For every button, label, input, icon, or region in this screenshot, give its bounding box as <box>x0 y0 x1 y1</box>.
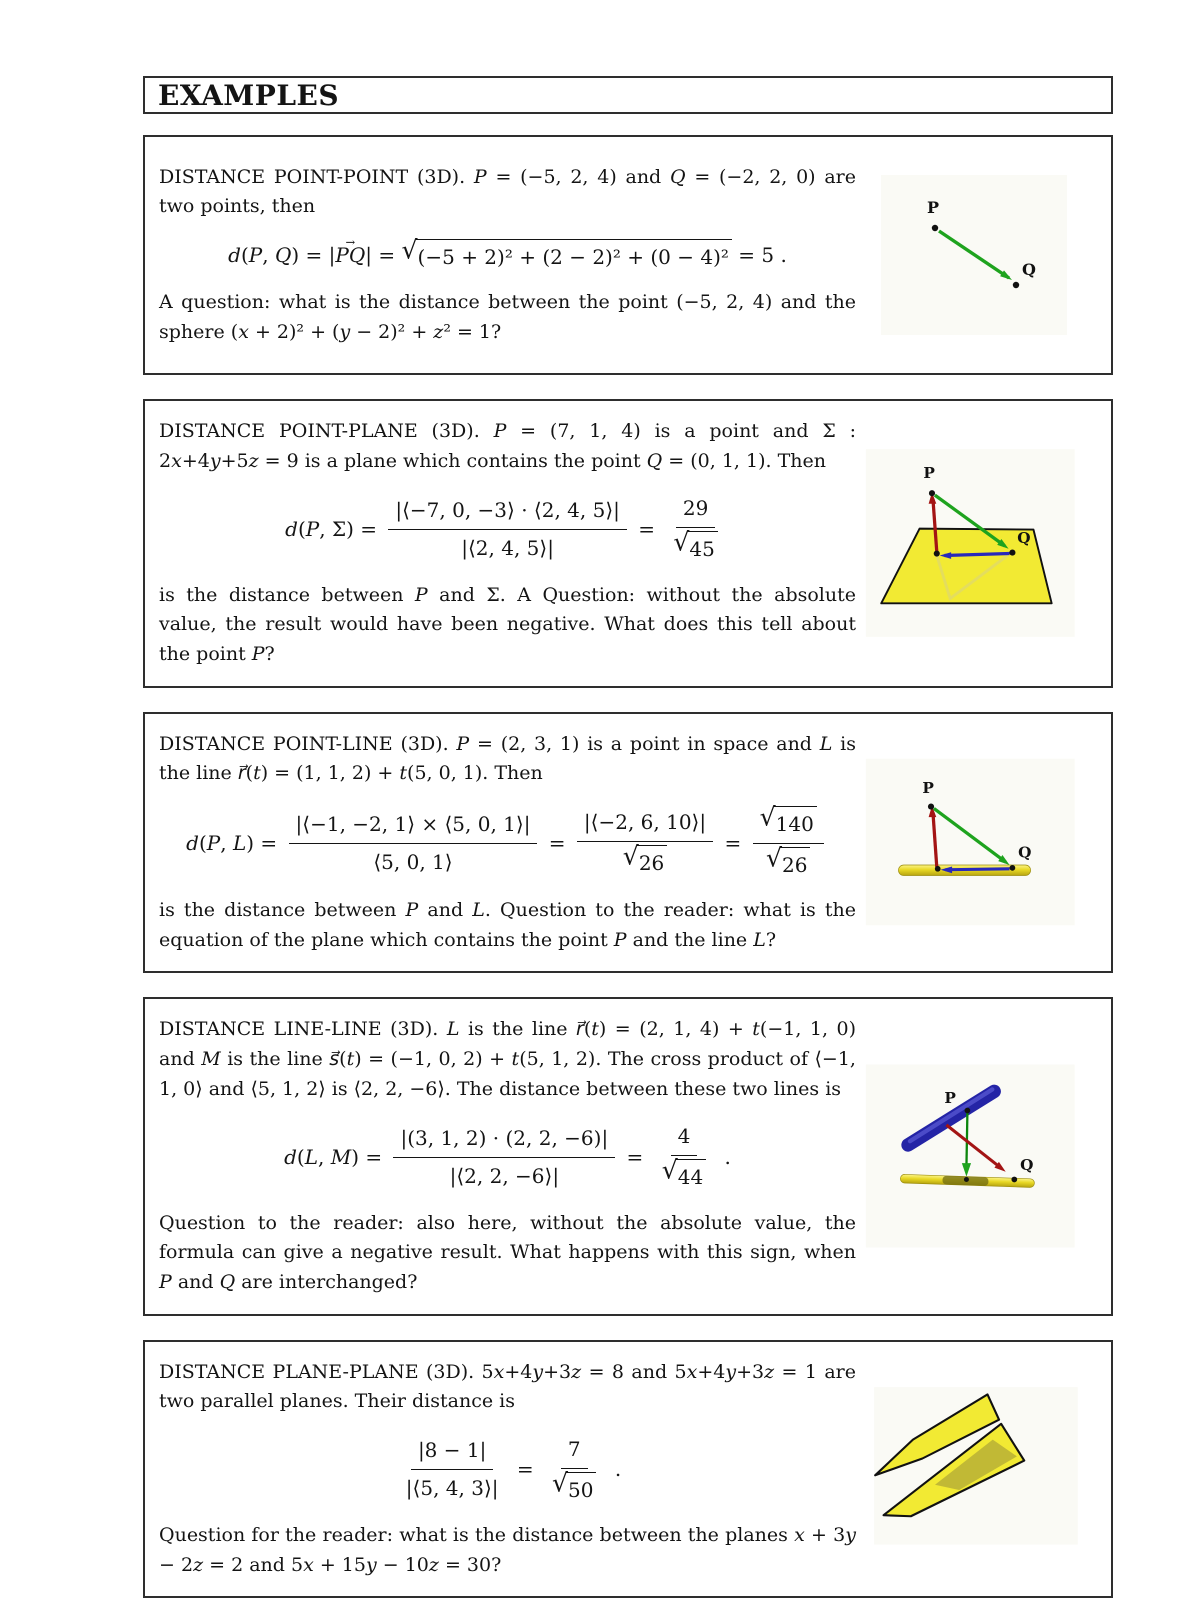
foot-point-dot <box>934 551 940 557</box>
outro-paragraph: Question to the reader: also here, without the absolute value, the formula can give a negative result. What happens with this sign, when P and Q are interchanged? <box>159 1211 856 1293</box>
intro-paragraph: DISTANCE POINT-LINE (3D). P = (2, 3, 1) is a point in space and L is the line r⃗(t) = (1, 1, 2) + t(5, 0, 1). Then <box>159 732 856 785</box>
example-text-plane-plane <box>159 1358 856 1581</box>
example-box-point-line <box>143 712 1113 974</box>
example-box-point-plane <box>143 399 1113 688</box>
display-equation: d(P, L) = $\frac{|⟨-1, -2, 1⟩ \times ⟨5, 0, 1⟩|}{⟨5, 0, 1⟩}$ = |⟨−2, 6, 10⟩| √ 26 = √ 140 √ 26 <box>159 806 856 881</box>
intro-paragraph: DISTANCE LINE-LINE (3D). L is the line r⃗(t) = (2, 1, 4) + t(−1, 1, 0) and M is the line s⃗(t) = (−1, 0, 2) + t(5, 1, 2). The cross product of ⟨−1, 1, 0⟩ and ⟨5, 1, 2⟩ is ⟨2, 2, −6⟩. The distance between these two lines is <box>159 1018 856 1100</box>
point-p-dot <box>929 490 935 496</box>
point-q-dot <box>1011 1177 1017 1183</box>
example-box-point-point <box>143 135 1113 375</box>
figure-line-line <box>856 1061 1097 1251</box>
point-line-diagram <box>864 756 1089 928</box>
display-equation: d(L, M) = $\frac{|(3, 1, 2) \cdot (2, 2, -6)|}{|⟨2, 2, -6⟩|}$ = 4 √ 44 . <box>159 1121 856 1193</box>
point-p-dot <box>965 1108 971 1114</box>
intro-paragraph: DISTANCE POINT-PLANE (3D). P = (7, 1, 4) is a point and Σ : 2x+4y+5z = 9 is a plane which contains the point Q = (0, 1, 1). Then <box>159 420 856 472</box>
display-equation: d(P, Σ) = $\frac{|⟨-7, 0, -3⟩ \cdot ⟨2, 4, 5⟩|}{|⟨2, 4, 5⟩|}$ = 29 √ 45 <box>159 493 856 565</box>
intro-paragraph: DISTANCE POINT-POINT (3D). P = (−5, 2, 4) and Q = (−2, 2, 0) are two points, then <box>159 165 857 218</box>
point-q-label: Q <box>1018 843 1032 862</box>
point-q-dot <box>1013 281 1019 287</box>
figure-background <box>866 1065 1075 1248</box>
point-p-dot <box>928 804 934 810</box>
point-p-label: P <box>922 779 934 798</box>
display-equation: d(P, Q) = | PQ → | = √ (−5 + 2)² + (2 − 2)² + (0 − 4)² = 5 . <box>159 239 856 273</box>
page-title: EXAMPLES <box>158 78 340 112</box>
figure-plane-plane <box>856 1385 1097 1553</box>
point-p-dot <box>932 224 938 230</box>
outro-paragraph: is the distance between P and L. Question to the reader: what is the equation of the plane which contains the point P and the line L? <box>159 899 856 951</box>
figure-point-line <box>856 756 1097 928</box>
point-p-label: P <box>944 1089 956 1108</box>
document-content <box>143 76 1113 1622</box>
foot-point-dot <box>935 866 941 872</box>
example-text-point-point <box>159 163 856 348</box>
example-text-line-line <box>159 1015 856 1297</box>
figure-point-plane <box>856 444 1097 642</box>
outro-paragraph: Question for the reader: what is the distance between the planes x + 3y − 2z = 2 and 5x + 15y − 10z = 30? <box>159 1524 856 1576</box>
point-q-label: Q <box>1022 259 1036 279</box>
plane-plane-diagram <box>872 1385 1082 1553</box>
example-text-point-line <box>159 730 856 956</box>
point-q-dot <box>1010 865 1016 871</box>
line-line-diagram <box>864 1061 1089 1251</box>
example-box-plane-plane <box>143 1340 1113 1599</box>
example-box-line-line <box>143 997 1113 1315</box>
in-plane-arrow <box>944 554 1009 556</box>
figure-background <box>866 759 1075 926</box>
point-plane-diagram <box>864 444 1089 642</box>
figure-point-point <box>856 173 1097 338</box>
outro-paragraph: is the distance between P and Σ. A Question: without the absolute value, the result would have been negative. What does this tell about the point P? <box>159 583 856 665</box>
intro-paragraph: DISTANCE PLANE-PLANE (3D). 5x+4y+3z = 8 and 5x+4y+3z = 1 are two parallel planes. Their distance is <box>159 1360 857 1413</box>
example-text-point-plane <box>159 417 856 670</box>
foot-point-dot <box>964 1177 969 1182</box>
point-point-diagram <box>879 173 1074 338</box>
display-equation: $\frac{|8 - 1|}{|⟨5, 4, 3⟩|}$ = 7 √ 50 . <box>159 1434 856 1506</box>
point-q-dot <box>1009 550 1015 556</box>
along-line-arrow <box>945 869 1009 870</box>
point-p-label: P <box>927 197 940 217</box>
point-q-label: Q <box>1017 529 1031 548</box>
examples-title-box <box>143 76 1113 114</box>
point-p-label: P <box>923 464 935 483</box>
outro-paragraph: A question: what is the distance between the point (−5, 2, 4) and the sphere (x + 2)² + (y − 2)² + z² = 1? <box>159 291 856 343</box>
point-q-label: Q <box>1020 1156 1034 1175</box>
